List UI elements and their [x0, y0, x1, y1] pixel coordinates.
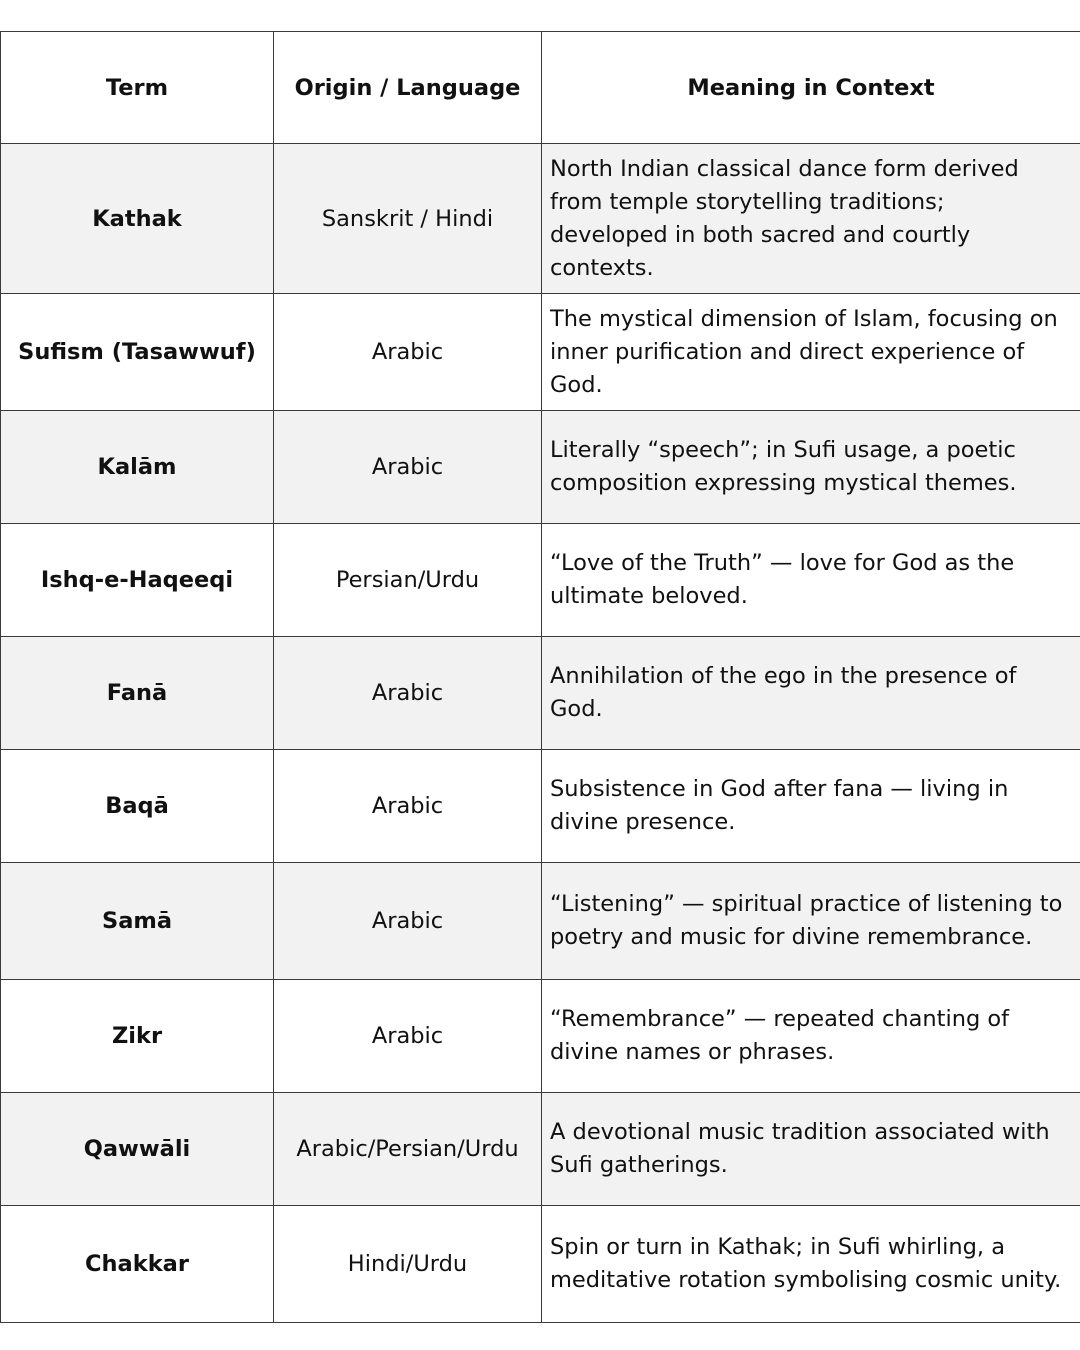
origin-cell: Arabic — [274, 411, 542, 524]
term-cell: Ishq-e-Haqeeqi — [1, 524, 274, 637]
term-cell: Baqā — [1, 750, 274, 863]
meaning-cell: Literally “speech”; in Sufi usage, a poetic composition expressing mystical themes. — [542, 411, 1080, 524]
origin-cell: Hindi/Urdu — [274, 1206, 542, 1323]
table-row — [1, 524, 1080, 637]
meaning-cell: “Listening” — spiritual practice of listening to poetry and music for divine remembrance. — [542, 863, 1080, 980]
meaning-cell: Annihilation of the ego in the presence of God. — [542, 637, 1080, 750]
term-cell: Zikr — [1, 980, 274, 1093]
meaning-cell: The mystical dimension of Islam, focusing on inner purification and direct experience of God. — [542, 294, 1080, 411]
term-cell: Kalām — [1, 411, 274, 524]
origin-cell: Arabic — [274, 294, 542, 411]
table-row — [1, 637, 1080, 750]
table-row — [1, 1093, 1080, 1206]
origin-cell: Arabic — [274, 863, 542, 980]
meaning-cell: Spin or turn in Kathak; in Sufi whirling, a meditative rotation symbolising cosmic unity. — [542, 1206, 1080, 1323]
meaning-cell: “Remembrance” — repeated chanting of divine names or phrases. — [542, 980, 1080, 1093]
meaning-cell: Subsistence in God after fana — living in divine presence. — [542, 750, 1080, 863]
table-row — [1, 144, 1080, 294]
table-row — [1, 1206, 1080, 1323]
header-meaning: Meaning in Context — [542, 32, 1080, 144]
glossary-table — [0, 31, 1080, 1323]
origin-cell: Arabic/Persian/Urdu — [274, 1093, 542, 1206]
table-row — [1, 294, 1080, 411]
table-row — [1, 980, 1080, 1093]
term-cell: Qawwāli — [1, 1093, 274, 1206]
term-cell: Fanā — [1, 637, 274, 750]
meaning-cell: North Indian classical dance form derived from temple storytelling traditions; developed in both sacred and courtly contexts. — [542, 144, 1080, 294]
origin-cell: Arabic — [274, 980, 542, 1093]
header-row — [1, 32, 1080, 144]
meaning-cell: “Love of the Truth” — love for God as the ultimate beloved. — [542, 524, 1080, 637]
table-row — [1, 411, 1080, 524]
table-row — [1, 750, 1080, 863]
origin-cell: Sanskrit / Hindi — [274, 144, 542, 294]
term-cell: Chakkar — [1, 1206, 274, 1323]
term-cell: Samā — [1, 863, 274, 980]
table-row — [1, 863, 1080, 980]
origin-cell: Arabic — [274, 637, 542, 750]
origin-cell: Persian/Urdu — [274, 524, 542, 637]
meaning-cell: A devotional music tradition associated with Sufi gatherings. — [542, 1093, 1080, 1206]
header-origin: Origin / Language — [274, 32, 542, 144]
term-cell: Kathak — [1, 144, 274, 294]
header-term: Term — [1, 32, 274, 144]
term-cell: Sufism (Tasawwuf) — [1, 294, 274, 411]
origin-cell: Arabic — [274, 750, 542, 863]
